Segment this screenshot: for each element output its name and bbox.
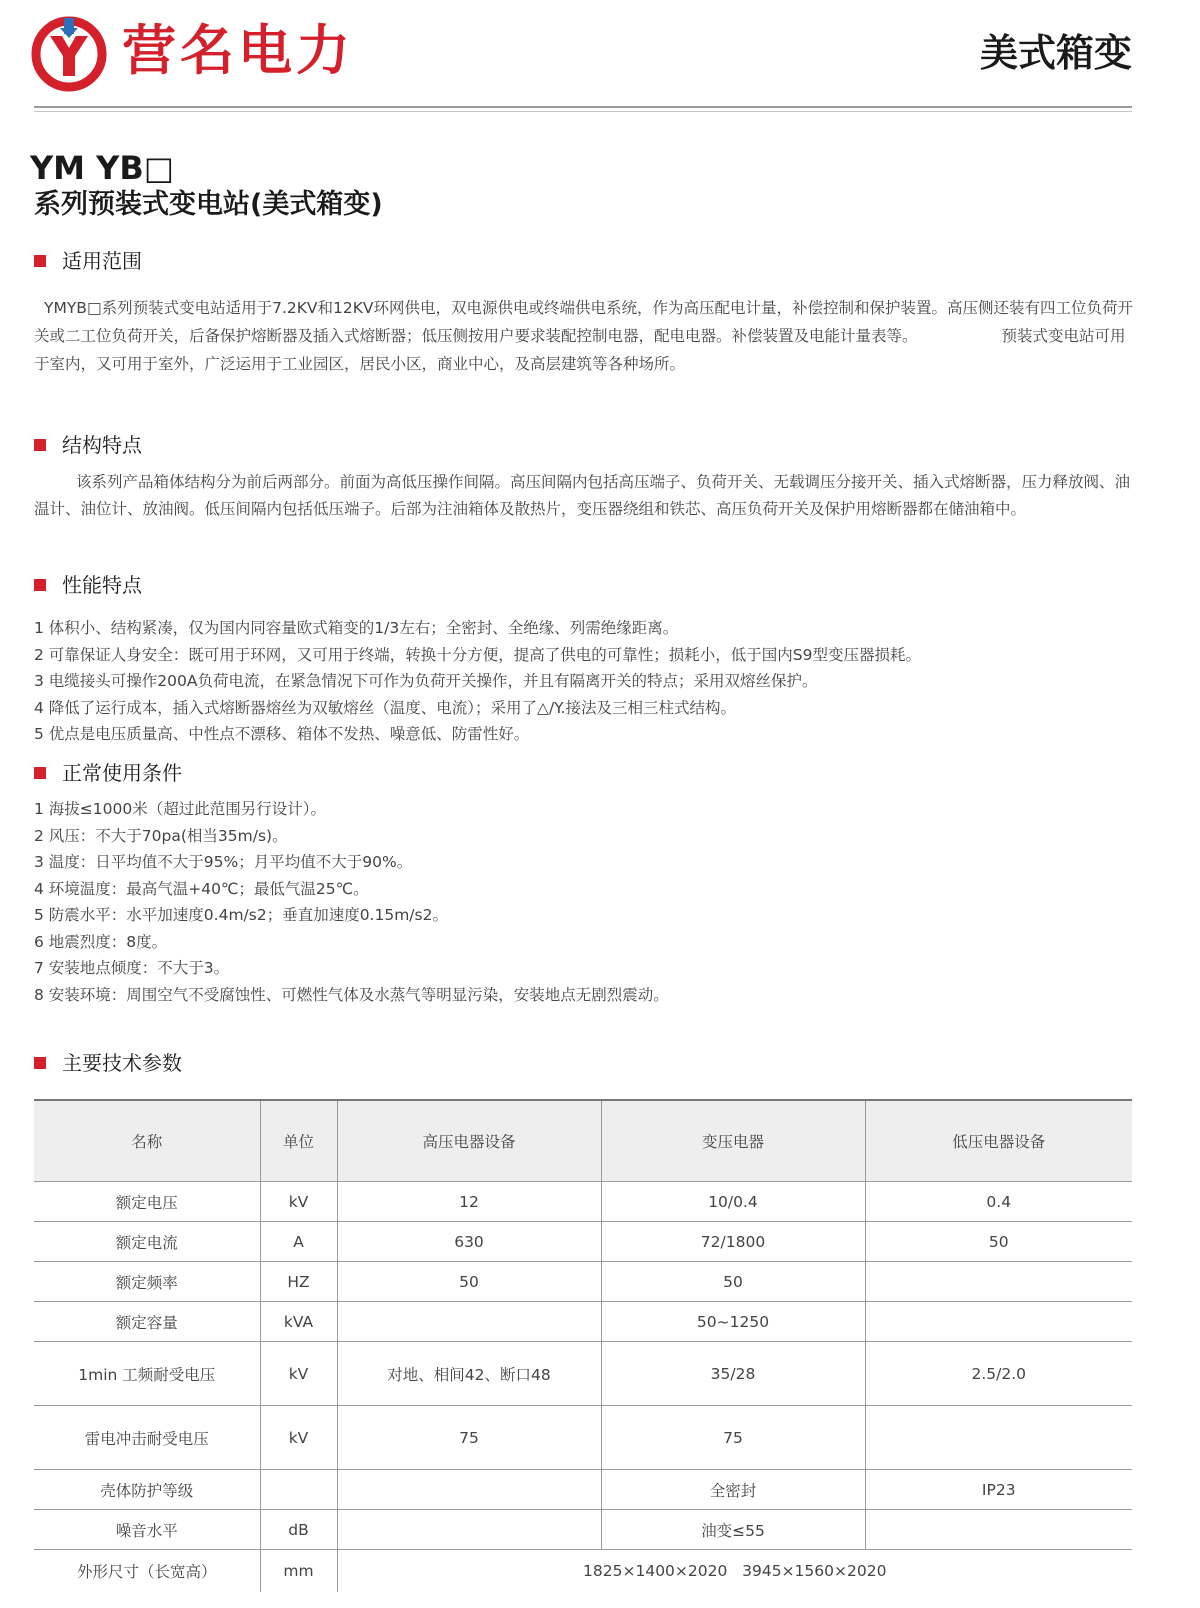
table-cell: 75: [337, 1406, 601, 1470]
table-cell: 噪音水平: [34, 1510, 260, 1550]
bullet-square-icon: [34, 767, 46, 779]
table-cell: kV: [260, 1342, 337, 1406]
list-item: 5 防震水平：水平加速度0.4m/s2；垂直加速度0.15m/s2。: [34, 906, 448, 924]
table-cell: mm: [260, 1550, 337, 1592]
table-cell: [337, 1510, 601, 1550]
column-header: 低压电器设备: [865, 1100, 1132, 1182]
table-cell: 1825×1400×2020 3945×1560×2020: [337, 1550, 1132, 1592]
table-cell: kV: [260, 1406, 337, 1470]
table-cell: 0.4: [865, 1182, 1132, 1222]
table-cell: 全密封: [601, 1470, 865, 1510]
column-header: 高压电器设备: [337, 1100, 601, 1182]
table-cell: A: [260, 1222, 337, 1262]
table-cell: 50: [337, 1262, 601, 1302]
table-cell: [337, 1302, 601, 1342]
table-cell: kVA: [260, 1302, 337, 1342]
table-cell: [865, 1302, 1132, 1342]
section-heading-conditions: 正常使用条件: [34, 760, 182, 786]
table-cell: dB: [260, 1510, 337, 1550]
list-item: 3 温度：日平均值不大于95%；月平均值不大于90%。: [34, 853, 413, 871]
table-row: [34, 1342, 1132, 1406]
column-header: 变压电器: [601, 1100, 865, 1182]
column-header: 名称: [34, 1100, 260, 1182]
list-item: 2 可靠保证人身安全：既可用于环网，又可用于终端，转换十分方便，提高了供电的可靠性；损耗小，低于国内S9型变压器损耗。: [34, 645, 921, 664]
page-header: [0, 0, 1200, 110]
product-title: 系列预装式变电站(美式箱变): [34, 189, 383, 220]
conditions-list: [34, 796, 1134, 1008]
brand-name: 营名电力: [122, 18, 354, 82]
table-cell: 2.5/2.0: [865, 1342, 1132, 1406]
bullet-square-icon: [34, 439, 46, 451]
table-cell: [260, 1470, 337, 1510]
table-cell: 50: [865, 1222, 1132, 1262]
table-cell: 雷电冲击耐受电压: [34, 1406, 260, 1470]
table-cell: 75: [601, 1406, 865, 1470]
header-divider: [34, 106, 1132, 108]
table-header-row: [34, 1100, 1132, 1182]
table-row: [34, 1510, 1132, 1550]
table-row: [34, 1470, 1132, 1510]
table-cell: 额定频率: [34, 1262, 260, 1302]
table-cell: 油变≤55: [601, 1510, 865, 1550]
table-cell: 对地、相间42、断口48: [337, 1342, 601, 1406]
table-cell: 72/1800: [601, 1222, 865, 1262]
list-item: 8 安装环境：周围空气不受腐蚀性、可燃性气体及水蒸气等明显污染，安装地点无剧烈震动。: [34, 985, 669, 1004]
list-item: 5 优点是电压质量高、中性点不漂移、箱体不发热、噪意低、防雷性好。: [34, 725, 530, 743]
section-heading-scope: 适用范围: [34, 248, 142, 274]
list-item: 2 风压：不大于70pa(相当35m/s)。: [34, 826, 288, 845]
table-cell: 12: [337, 1182, 601, 1222]
table-row: [34, 1406, 1132, 1470]
list-item: 6 地震烈度：8度。: [34, 932, 168, 951]
table-cell: 50: [601, 1262, 865, 1302]
table-cell: 壳体防护等级: [34, 1470, 260, 1510]
section-heading-structure: 结构特点: [34, 432, 142, 458]
list-item: 1 海拔≤1000米（超过此范围另行设计）。: [34, 800, 326, 818]
bullet-square-icon: [34, 255, 46, 267]
table-cell: kV: [260, 1182, 337, 1222]
bullet-square-icon: [34, 1057, 46, 1069]
list-item: 1 体积小、结构紧凑，仅为国内同容量欧式箱变的1/3左右；全密封、全绝缘、列需绝缘距离。: [34, 619, 679, 637]
table-cell: 额定电压: [34, 1182, 260, 1222]
table-cell: [337, 1470, 601, 1510]
column-header: 单位: [260, 1100, 337, 1182]
bullet-square-icon: [34, 579, 46, 591]
table-cell: 1min 工频耐受电压: [34, 1342, 260, 1406]
table-cell: HZ: [260, 1262, 337, 1302]
table-cell: 10/0.4: [601, 1182, 865, 1222]
table-cell: 额定容量: [34, 1302, 260, 1342]
list-item: 4 降低了运行成本，插入式熔断器熔丝为双敏熔丝（温度、电流）；采用了△/Y.接法及三相三柱式结构。: [34, 698, 736, 717]
company-logo-icon: [30, 14, 108, 92]
table-cell: 外形尺寸（长宽高）: [34, 1550, 260, 1592]
structure-paragraph: 该系列产品箱体结构分为前后两部分。前面为高低压操作间隔。高压间隔内包括高压端子、负荷开关、无载调压分接开关、插入式熔断器，压力释放阀、油温计、油位计、放油阀。低压间隔内包括低压端子。后部为注油箱体及散热片，变压器绕组和铁芯、高压负荷开关及保护用熔断器都在储油箱中。: [34, 473, 1131, 518]
table-row: [34, 1302, 1132, 1342]
table-cell: 630: [337, 1222, 601, 1262]
header-divider-thin: [34, 111, 1132, 112]
list-item: 7 安装地点倾度：不大于3。: [34, 959, 230, 977]
list-item: 4 环境温度：最高气温+40℃；最低气温25℃。: [34, 879, 369, 898]
table-cell: IP23: [865, 1470, 1132, 1510]
scope-paragraph: YMYB□系列预装式变电站适用于7.2KV和12KV环网供电，双电源供电或终端供电系统，作为高压配电计量，补偿控制和保护装置。高压侧还装有四工位负荷开关或二工位负荷开关，后备保护熔断器及插入式熔断器；低压侧按用户要求装配控制电器，配电电器。补偿装置及电能计量表等。 预装式变电站可用于室内，又可用于室外，广泛运用于工业园区，居民小区，商业中心，及高层建筑等各种场所。: [34, 299, 1134, 373]
table-row: [34, 1222, 1132, 1262]
section-heading-performance: 性能特点: [34, 572, 142, 598]
table-row: [34, 1550, 1132, 1592]
category-title: 美式箱变: [979, 31, 1132, 75]
table-row: [34, 1182, 1132, 1222]
section-heading-params: 主要技术参数: [34, 1050, 182, 1076]
table-cell: [865, 1262, 1132, 1302]
performance-list: [34, 615, 1134, 748]
spec-table: [34, 1099, 1132, 1592]
table-cell: 50~1250: [601, 1302, 865, 1342]
list-item: 3 电缆接头可操作200A负荷电流，在紧急情况下可作为负荷开关操作，并且有隔离开关的特点；采用双熔丝保护。: [34, 672, 818, 690]
table-cell: [865, 1510, 1132, 1550]
table-cell: 35/28: [601, 1342, 865, 1406]
product-model: YM YB□: [30, 149, 174, 187]
table-cell: [865, 1406, 1132, 1470]
table-cell: 额定电流: [34, 1222, 260, 1262]
table-row: [34, 1262, 1132, 1302]
